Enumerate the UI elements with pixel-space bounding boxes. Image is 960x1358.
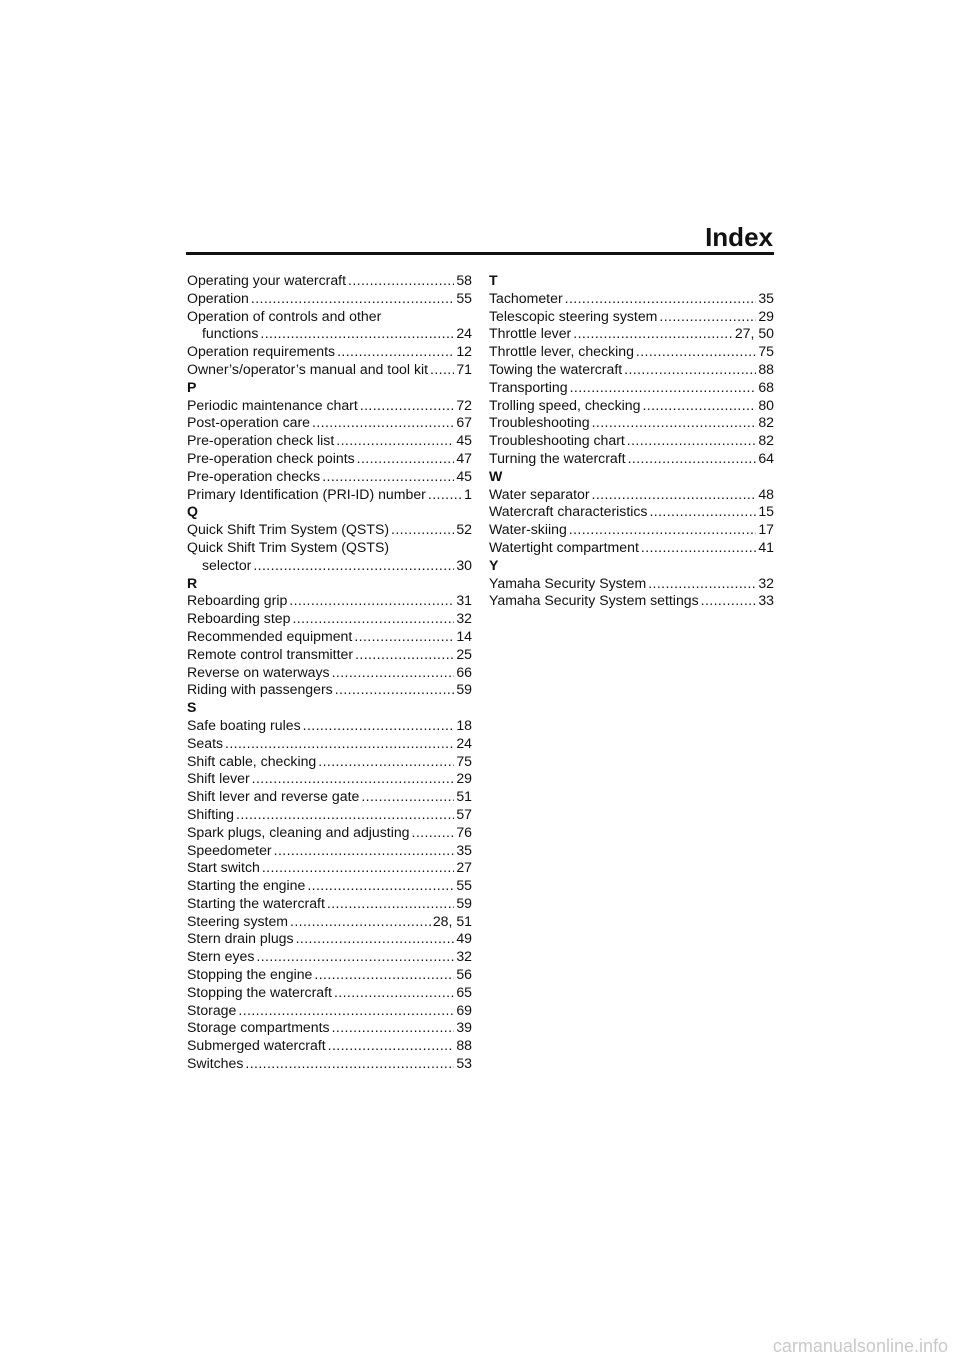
index-entry-page: 69 [456,1001,472,1018]
index-entry-term: Shift lever [187,770,250,787]
index-entry-periodic-maintenance-chart [187,397,472,415]
dot-leader [292,610,454,628]
index-entry-page: 18 [456,716,472,733]
dot-leader [569,521,757,539]
index-entry-switches [187,1055,472,1073]
index-entry-term: Owner’s/operator’s manual and tool kit [187,360,429,377]
index-entry-speedometer [187,842,472,860]
dot-leader [592,486,757,504]
dot-leader [260,325,454,343]
dot-leader [642,397,756,415]
index-entry-page: 72 [456,396,472,413]
index-entry-term: Operation [187,289,249,306]
dot-leader [274,842,455,860]
index-entry-term: Pre-operation checks [187,467,321,484]
dot-leader [355,646,454,664]
index-entry-page: 25 [456,645,472,662]
index-entry-yamaha-security-system [489,575,774,593]
index-entry-page: 1 [464,485,472,502]
index-entry-page: 67 [456,414,472,431]
index-entry-page: 33 [758,592,774,609]
index-entry-pre-operation-check-points [187,450,472,468]
index-entry-page: 82 [758,432,774,449]
index-entry-term: Quick Shift Trim System (QSTS) [187,521,390,538]
index-entry-page: 24 [456,734,472,751]
index-entry-page: 64 [758,449,774,466]
index-entry-term: Start switch [187,859,260,876]
index-entry-troubleshooting [489,414,774,432]
dot-leader [335,681,455,699]
index-entry-term: Yamaha Security System settings [489,592,699,609]
index-entry-term: Pre-operation check list [187,432,335,449]
index-entry-page: 68 [758,378,774,395]
index-entry-page: 82 [758,414,774,431]
dot-leader [328,1037,455,1055]
dot-leader [701,592,757,610]
index-entry-stopping-the-watercraft [187,984,472,1002]
index-entry-watercraft-characteristics [489,503,774,521]
index-entry-term: Troubleshooting [489,414,590,431]
index-entry-term: Stopping the watercraft [187,983,332,1000]
index-entry-throttle-lever [489,325,774,343]
dot-leader [565,290,757,308]
index-entry-term: Shifting [187,805,235,822]
index-entry-reboarding-step [187,610,472,628]
dot-leader [303,717,455,735]
index-letter-heading: P [187,378,197,395]
index-entry-page: 29 [758,307,774,324]
index-entry-term: Operating your watercraft [187,272,347,288]
index-entry-page: 88 [456,1037,472,1054]
index-letter-heading: Y [489,556,499,573]
index-entry-term: Speedometer [187,841,272,858]
dot-leader [332,1019,455,1037]
index-entry-term: Periodic maintenance chart [187,396,358,413]
index-letter-heading: T [489,272,498,288]
index-entry-recommended-equipment [187,628,472,646]
dot-leader [245,1055,454,1073]
dot-leader [428,486,462,504]
index-entry-shift-lever [187,770,472,788]
dot-leader [348,272,454,290]
index-entry-page: 55 [456,289,472,306]
index-entry-term: Telescopic steering system [489,307,658,324]
dot-leader [253,557,454,575]
index-entry-stopping-the-engine [187,966,472,984]
index-entry-operation [187,290,472,308]
index-entry-selector [187,557,472,575]
index-entry-term: Safe boating rules [187,716,301,733]
index-entry-term: Tachometer [489,289,563,306]
index-entry-shifting [187,806,472,824]
index-entry-term: Primary Identification (PRI-ID) number [187,485,426,502]
index-entry-stern-drain-plugs [187,930,472,948]
dot-leader [649,503,756,521]
index-entry-page: 32 [456,610,472,627]
dot-leader [322,468,454,486]
index-entry-operation-requirements [187,343,472,361]
index-entry-line: Operation of controls and other [187,307,382,324]
index-entry-turning-the-watercraft [489,450,774,468]
index-entry-line: Quick Shift Trim System (QSTS) [187,538,390,555]
index-entry-submerged-watercraft [187,1037,472,1055]
index-entry-term: Shift cable, checking [187,752,317,769]
index-entry-page: 45 [456,432,472,449]
index-entry-page: 12 [456,343,472,360]
index-entry-page: 45 [456,467,472,484]
dot-leader [336,432,454,450]
index-entry-page: 32 [758,574,774,591]
index-entry-page: 80 [758,396,774,413]
index-entry-page: 75 [456,752,472,769]
dot-leader [334,984,454,1002]
index-entry-term: Water-skiing [489,521,567,538]
index-entry-page: 27 [456,859,472,876]
index-entry-page: 35 [758,289,774,306]
dot-leader [570,379,757,397]
index-entry-throttle-lever-checking [489,343,774,361]
index-entry-storage [187,1002,472,1020]
dot-leader [318,753,454,771]
index-entry-term: Shift lever and reverse gate [187,788,360,805]
index-entry-page: 75 [758,343,774,360]
dot-leader [256,948,454,966]
dot-leader [628,450,757,468]
dot-leader [332,664,455,682]
index-entry-term: Recommended equipment [187,627,353,644]
index-entry-yamaha-security-system-settings [489,592,774,610]
index-entry-troubleshooting-chart [489,432,774,450]
title-rule [186,252,774,255]
index-column-right [489,272,774,610]
index-entry-page: 66 [456,663,472,680]
dot-leader [573,325,733,343]
index-entry-page: 57 [456,805,472,822]
index-entry-page: 56 [456,966,472,983]
index-entry-primary-identification-pri-id-number [187,486,472,504]
dot-leader [624,361,756,379]
dot-leader [236,806,454,824]
index-entry-term: Trolling speed, checking [489,396,641,413]
index-entry-shift-cable-checking [187,753,472,771]
index-entry-starting-the-engine [187,877,472,895]
index-entry-page: 59 [456,894,472,911]
index-entry-term: Starting the watercraft [187,894,325,911]
index-entry-term: Towing the watercraft [489,360,623,377]
index-entry-page: 53 [456,1055,472,1072]
index-entry-storage-compartments [187,1019,472,1037]
index-entry-term: Storage [187,1001,237,1018]
index-entry-owner-s-operator-s-manual-and-tool-kit [187,361,472,379]
index-entry-term: Throttle lever, checking [489,343,634,360]
dot-leader [225,735,454,753]
index-entry-remote-control-transmitter [187,646,472,664]
index-entry-watertight-compartment [489,539,774,557]
index-letter-heading: R [187,574,198,591]
index-entry-term: Post-operation care [187,414,310,431]
dot-leader [337,343,454,361]
dot-leader [357,450,455,468]
index-entry-term: Yamaha Security System [489,574,647,591]
page-title: Index [705,222,773,252]
dot-leader [327,895,454,913]
index-entry-page: 59 [456,681,472,698]
index-entry-page: 55 [456,877,472,894]
dot-leader [430,361,454,379]
index-entry-term: Riding with passengers [187,681,333,698]
index-entry-riding-with-passengers [187,681,472,699]
index-entry-term: Remote control transmitter [187,645,354,662]
index-entry-page: 65 [456,983,472,1000]
index-entry-tachometer [489,290,774,308]
index-entry-term: Reboarding grip [187,592,288,609]
index-entry-start-switch [187,859,472,877]
index-entry-post-operation-care [187,414,472,432]
index-entry-spark-plugs-cleaning-and-adjusting [187,824,472,842]
index-entry-term: Spark plugs, cleaning and adjusting [187,823,410,840]
index-entry-term: Stopping the engine [187,966,313,983]
index-entry-term: Turning the watercraft [489,449,626,466]
dot-leader [262,859,454,877]
index-entry-steering-system [187,913,472,931]
index-letter-heading: Q [187,503,198,520]
index-entry-water-separator [489,486,774,504]
dot-leader [354,628,454,646]
dot-leader [307,877,454,895]
index-entry-page: 47 [456,449,472,466]
index-entry-term: Troubleshooting chart [489,432,625,449]
index-column-left [187,272,472,1073]
dot-leader [289,592,454,610]
index-entry-term: Throttle lever [489,325,572,342]
index-entry-page: 39 [456,1019,472,1036]
index-entry-shift-lever-and-reverse-gate [187,788,472,806]
dot-leader [641,539,756,557]
index-entry-stern-eyes [187,948,472,966]
index-entry-page: 24 [456,325,472,342]
index-entry-page: 14 [456,627,472,644]
index-entry-term: Transporting [489,378,568,395]
index-entry-functions [187,325,472,343]
index-entry-towing-the-watercraft [489,361,774,379]
index-entry-page: 58 [456,272,472,288]
index-entry-page: 27, 50 [734,325,774,342]
index-entry-operating-your-watercraft [187,272,472,290]
index-entry-page: 17 [758,521,774,538]
index-entry-term: Reverse on waterways [187,663,330,680]
index-entry-page: 28, 51 [432,912,472,929]
index-letter-heading: W [489,467,503,484]
index-entry-reverse-on-waterways [187,664,472,682]
index-entry-page: 32 [456,948,472,965]
index-entry-page: 29 [456,770,472,787]
index-entry-quick-shift-trim-system-qsts [187,521,472,539]
index-entry-term: Switches [187,1055,244,1072]
dot-leader [627,432,757,450]
dot-leader [290,913,431,931]
index-entry-page: 51 [456,788,472,805]
index-entry-term: Stern drain plugs [187,930,294,947]
index-entry-term: Starting the engine [187,877,306,894]
dot-leader [296,930,455,948]
index-entry-seats [187,735,472,753]
index-entry-term: Watertight compartment [489,538,639,555]
index-entry-page: 30 [456,556,472,573]
index-entry-page: 88 [758,360,774,377]
index-entry-term: Steering system [187,912,289,929]
dot-leader [659,308,756,326]
dot-leader [636,343,756,361]
dot-leader [648,575,756,593]
index-entry-page: 15 [758,503,774,520]
index-entry-pre-operation-check-list [187,432,472,450]
dot-leader [312,414,454,432]
watermark-text[interactable]: carmanualsonline.info [772,1336,948,1356]
index-entry-page: 49 [456,930,472,947]
dot-leader [251,290,454,308]
index-entry-starting-the-watercraft [187,895,472,913]
dot-leader [412,824,455,842]
index-entry-page: 76 [456,823,472,840]
index-entry-term: selector [202,556,252,573]
dot-leader [252,770,455,788]
dot-leader [592,414,757,432]
dot-leader [360,397,455,415]
index-entry-term: Submerged watercraft [187,1037,326,1054]
index-letter-heading: S [187,699,197,716]
dot-leader [391,521,454,539]
index-entry-pre-operation-checks [187,468,472,486]
dot-leader [361,788,454,806]
index-entry-term: Water separator [489,485,590,502]
index-entry-safe-boating-rules [187,717,472,735]
index-entry-page: 71 [456,360,472,377]
index-entry-water-skiing [489,521,774,539]
index-entry-page: 31 [456,592,472,609]
index-entry-term: Stern eyes [187,948,255,965]
dot-leader [238,1002,454,1020]
index-entry-term: Pre-operation check points [187,449,355,466]
index-entry-trolling-speed-checking [489,397,774,415]
index-entry-reboarding-grip [187,592,472,610]
index-entry-transporting [489,379,774,397]
index-entry-term: Watercraft characteristics [489,503,648,520]
index-entry-term: Seats [187,734,224,751]
index-entry-telescopic-steering-system [489,308,774,326]
index-entry-term: Storage compartments [187,1019,330,1036]
index-entry-term: Operation requirements [187,343,336,360]
index-entry-page: 52 [456,521,472,538]
index-entry-page: 41 [758,538,774,555]
dot-leader [314,966,454,984]
index-entry-term: functions [202,325,259,342]
index-entry-page: 35 [456,841,472,858]
index-entry-page: 48 [758,485,774,502]
index-entry-term: Reboarding step [187,610,291,627]
